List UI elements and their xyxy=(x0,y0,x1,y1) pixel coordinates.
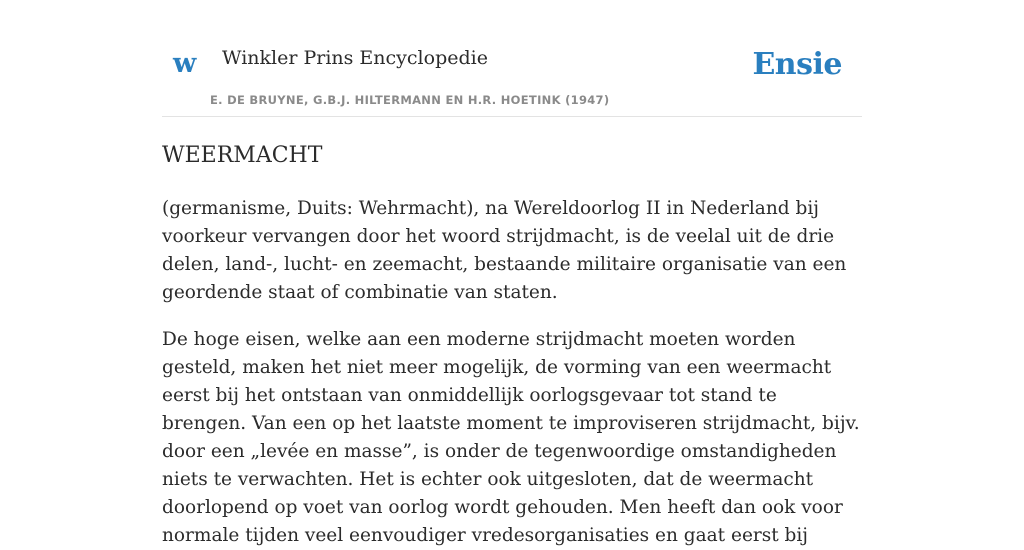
entry-title: WEERMACHT xyxy=(162,143,323,168)
publication-authors: E. DE BRUYNE, G.B.J. HILTERMANN EN H.R. HOETINK (1947) xyxy=(210,93,610,107)
publication-title[interactable]: Winkler Prins Encyclopedie xyxy=(222,47,488,69)
entry-paragraph-2: De hoge eisen, welke aan een moderne strijdmacht moeten worden gesteld, maken het niet meer mogelijk, de vorming van een weermacht eerst bij het ontstaan van onmiddellijk oorlogsgevaar tot stand te brengen. Van een op het laatste moment te improviseren strijdmacht, bijv. door een „levée en masse”, is onder de tegenwoordige omstandigheden niets te verwachten. Het is echter ook uitgesloten, dat de weermacht doorlopend op voet van oorlog wordt gehouden. Men heeft dan ook voor normale tijden veel eenvoudiger vredesorganisaties en gaat eerst bij xyxy=(162,329,860,546)
entry-paragraph-1: (germanisme, Duits: Wehrmacht), na Wereldoorlog II in Nederland bij voorkeur vervangen door het woord strijdmacht, is de veelal uit de drie delen, land-, lucht- en zeemacht, bestaande militaire organisatie van een geordende staat of combinatie van staten. xyxy=(162,198,847,303)
winkler-prins-logo[interactable]: w xyxy=(173,48,197,79)
article-page xyxy=(162,0,862,550)
site-header xyxy=(162,0,862,117)
ensie-logo[interactable]: Ensie xyxy=(752,47,842,82)
